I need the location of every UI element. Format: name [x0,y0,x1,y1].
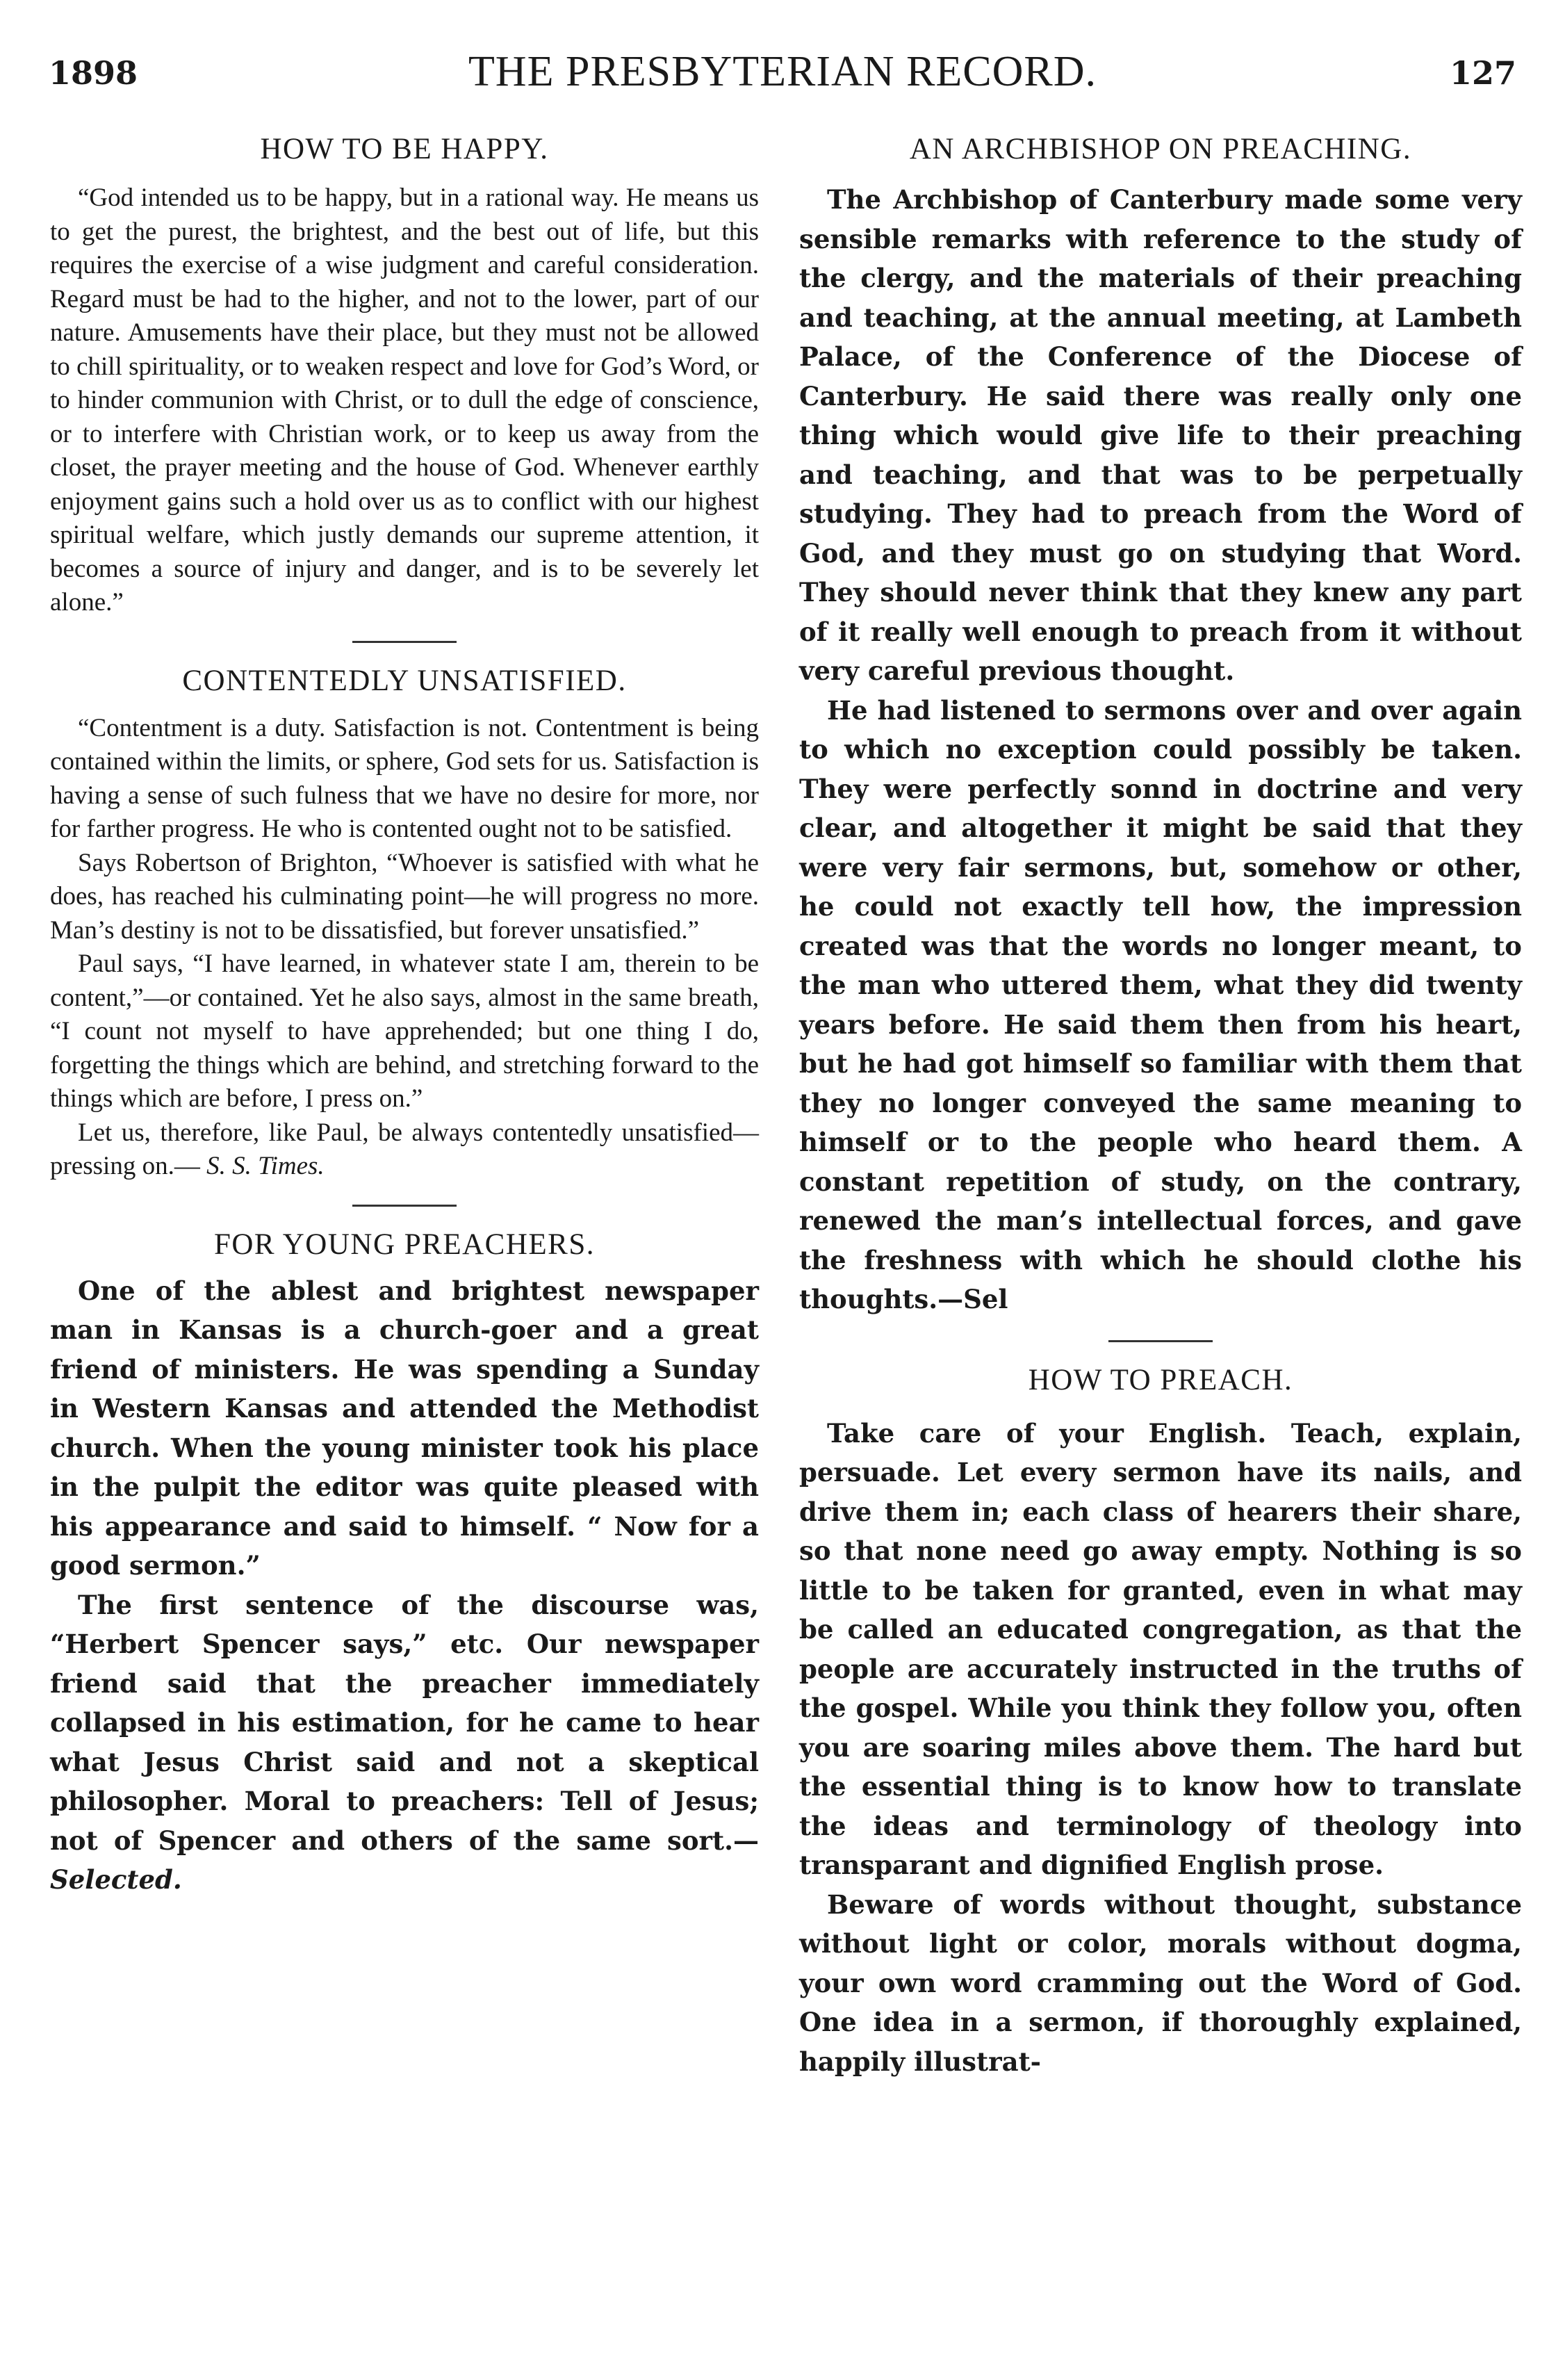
article-heading: AN ARCHBISHOP ON PREACHING. [909,133,1412,165]
article-paragraph: Says Robertson of Brighton, “Whoever is satisfied with what he does, has reached his culminating point—he will progress no more. Man’s destiny is not to be dissatisfied, but forever unsatisfied.” [50,848,759,945]
article-archbishop-on-preaching [799,132,1522,1319]
paragraph-text: The first sentence of the discourse was, “Herbert Spencer says,” etc. Our newspaper friend said that the preacher immediately collapsed in his estimation, for he came to hear what Jesus Christ said and not a skeptical philosopher. Moral to preachers: Tell of Jesus; not of Spencer and others of the same sort.— [50,1589,759,1856]
article-heading: HOW TO BE HAPPY. [260,133,549,165]
article-heading: FOR YOUNG PREACHERS. [213,1228,596,1261]
paragraph-text: Let us, therefore, like Paul, be always contentedly unsatisfied—pressing on.— [50,1118,759,1180]
right-column [799,132,1522,2081]
header-page-number: 127 [1449,54,1516,92]
article-paragraph: Beware of words without thought, substance without light or color, morals without dogma, your own word cramming out the Word of God. One idea in a sermon, if thoroughly explained, happily illustrat- [799,1889,1522,2077]
article-how-to-preach [799,1363,1522,2082]
article-paragraph: The Archbishop of Canterbury made some very sensible remarks with reference to the study of the clergy, and the materials of their preaching and teaching, at the annual meeting, at Lambeth Palace, of the Conference of the Diocese of Canterbury. He said there was really only one thing which would give life to their preaching and teaching, and that was to be perpetually studying. They had to preach from the Word of God, and they must go on studying that Word. They should never think that they knew any part of it really well enough to preach from it without very careful previous thought. [799,184,1522,686]
header-year: 1898 [49,54,138,92]
article-paragraph: “Contentment is a duty. Satisfaction is not. Contentment is being contained within the limits, or sphere, God sets for us. Satisfaction is having a sense of such fulness that we have no desire for more, nor for farther progress. He who is contented ought not to be satisfied. [50,713,759,843]
left-column [50,132,759,1900]
section-divider [352,641,457,643]
article-heading: HOW TO PREACH. [1028,1363,1293,1396]
section-divider [1108,1340,1213,1342]
article-paragraph: “God intended us to be happy, but in a rational way. He means us to get the purest, the brightest, and the best out of life, but this requires the exercise of a wise judgment and careful consideration. Regard must be had to the higher, and not to the lower, part of our nature. Amusements have their place, but they must not be allowed to chill spirituality, or to weaken respect and love for God’s Word, or to hinder communion with Christ, or to dull the edge of conscience, or to interfere with Christian work, or to keep us away from the closet, the prayer meeting and the house of God. Whenever earthly enjoyment gains such a hold over us as to conflict with our highest spiritual welfare, which justly demands our supreme attention, it becomes a source of injury and danger, and is to be severely let alone.” [50,184,759,617]
article-paragraph: One of the ablest and brightest newspaper man in Kansas is a church-goer and a great friend of ministers. He was spending a Sunday in Western Kansas and attended the Methodist church. When the young minister took his place in the pulpit the editor was quite pleased with his appearance and said to himself. “ Now for a good sermon.” [50,1275,759,1581]
article-paragraph: Take care of your English. Teach, explain, persuade. Let every sermon have its nails, and drive them in; each class of hearers their share, so that none need go away empty. Nothing is so little to be taken for granted, even in what may be called an educated congregation, as that the people are accurately instructed in the truths of the gospel. While you think they follow you, often you are soaring miles above them. The hard but the essential thing is to know how to translate the ideas and terminology of theology into transparant and dignified English prose. [799,1417,1522,1880]
article-source: S. S. Times. [206,1152,325,1180]
article-paragraph: He had listened to sermons over and over again to which no exception could possibly be taken. They were perfectly sonnd in doctrine and very clear, and altogether it might be said that they were very fair sermons, but, somehow or other, he could not exactly tell how, the impression created was that the words no longer meant, to the man who uttered them, what they did twenty years before. He said them then from his heart, but he had got himself so familiar with them that they no longer conveyed the same meaning to himself or to the people who heard them. A constant repetition of study, on the contrary, renewed the man’s intellectual forces, and gave the freshness with which he should clothe his thoughts.—Sel [799,694,1522,1314]
header-title: THE PRESBYTERIAN RECORD. [468,48,1097,95]
article-contentedly-unsatisfied [50,664,759,1184]
article-paragraph [50,1586,759,1900]
section-divider [352,1205,457,1207]
article-paragraph [50,1116,759,1184]
article-how-to-be-happy [50,132,759,620]
page-header [49,48,1516,103]
article-source: Selected. [50,1864,182,1895]
article-paragraph: Paul says, “I have learned, in whatever state I am, therein to be content,”—or contained. Yet he also says, almost in the same breath, “I count not myself to have apprehended; but one thing I do, forgetting the things which are behind, and stretching forward to the things which are before, I press on.” [50,949,759,1113]
article-heading: CONTENTEDLY UNSATISFIED. [182,664,627,697]
article-for-young-preachers [50,1228,759,1900]
